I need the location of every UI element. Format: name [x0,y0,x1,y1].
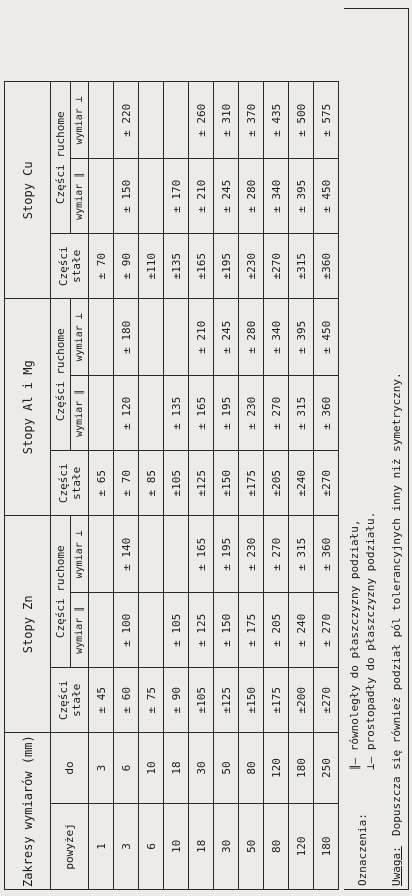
cell-cu-par: ± 210 [189,159,214,234]
header-to: do [51,733,89,804]
cell-from: 6 [139,803,164,889]
cell-al-perp: ± 450 [314,299,339,376]
cell-al-perp: ± 395 [289,299,314,376]
header-al-par: wymiar ∥ [71,376,89,451]
cell-zn-perp: ± 165 [189,516,214,593]
cell-al-fixed: ± 85 [139,451,164,516]
cell-cu-fixed: ±315 [289,234,314,299]
cell-cu-fixed: ± 90 [114,234,139,299]
table-row [314,82,339,890]
cell-al-perp [139,299,164,376]
cell-al-perp: ± 340 [264,299,289,376]
cell-zn-par: ± 125 [189,593,214,668]
table-row [139,82,164,890]
cell-zn-fixed: ±175 [264,668,289,733]
cell-to: 180 [289,733,314,804]
cell-al-perp: ± 245 [214,299,239,376]
cell-al-par: ± 315 [289,376,314,451]
cell-cu-perp [139,82,164,159]
table-row [189,82,214,890]
cell-al-perp: ± 210 [189,299,214,376]
note-text: Dopuszcza się również podział pól tolerancyjnych inny niż symetryczny. [390,372,403,836]
cell-from: 80 [264,803,289,889]
cell-cu-perp: ± 575 [314,82,339,159]
cell-al-fixed: ±175 [239,451,264,516]
cell-al-par: ± 195 [214,376,239,451]
cell-al-perp [89,299,114,376]
cell-cu-fixed: ±230 [239,234,264,299]
cell-cu-fixed: ±135 [164,234,189,299]
note-label: Uwaga: [390,846,403,886]
cell-al-fixed: ± 70 [114,451,139,516]
cell-zn-fixed: ±150 [239,668,264,733]
header-al-perp: wymiar ⊥ [71,299,89,376]
cell-cu-par: ± 150 [114,159,139,234]
cell-zn-perp: ± 315 [289,516,314,593]
cell-zn-par: ± 175 [239,593,264,668]
cell-zn-fixed: ± 75 [139,668,164,733]
table-body [89,82,339,890]
cell-to: 18 [164,733,189,804]
cell-cu-par: ± 280 [239,159,264,234]
cell-cu-fixed: ± 70 [89,234,114,299]
cell-cu-par [89,159,114,234]
cell-zn-perp: ± 195 [214,516,239,593]
cell-from: 3 [114,803,139,889]
cell-zn-par [139,593,164,668]
cell-al-fixed: ± 65 [89,451,114,516]
cell-from: 1 [89,803,114,889]
cell-zn-perp [89,516,114,593]
cell-to: 120 [264,733,289,804]
legend-perpendicular: ⊥– prostopadły do płaszczyzny podziału. [364,511,377,770]
cell-to: 3 [89,733,114,804]
cell-al-par: ± 360 [314,376,339,451]
header-al-fixed: Części stałe [51,451,89,516]
cell-zn-perp: ± 230 [239,516,264,593]
table-row [264,82,289,890]
cell-cu-perp [89,82,114,159]
cell-zn-fixed: ±105 [189,668,214,733]
cell-to: 6 [114,733,139,804]
header-al-moving: Części ruchome [51,299,71,451]
cell-cu-fixed: ±360 [314,234,339,299]
cell-zn-par: ± 240 [289,593,314,668]
cell-cu-par: ± 170 [164,159,189,234]
cell-from: 30 [214,803,239,889]
cell-from: 18 [189,803,214,889]
cell-cu-perp: ± 370 [239,82,264,159]
cell-zn-perp [164,516,189,593]
cell-zn-perp [139,516,164,593]
header-cu-perp: wymiar ⊥ [71,82,89,159]
cell-al-fixed: ±150 [214,451,239,516]
cell-zn-perp: ± 270 [264,516,289,593]
table-row [214,82,239,890]
cell-to: 80 [239,733,264,804]
cell-zn-par [89,593,114,668]
cell-al-perp: ± 180 [114,299,139,376]
cell-al-perp [164,299,189,376]
cell-cu-fixed: ±195 [214,234,239,299]
cell-zn-fixed: ±270 [314,668,339,733]
cell-cu-par: ± 450 [314,159,339,234]
cell-al-fixed: ±270 [314,451,339,516]
header-zn-fixed: Części stałe [51,668,89,733]
tolerance-table [4,81,339,890]
cell-to: 250 [314,733,339,804]
header-from: powyżej [51,803,89,889]
cell-zn-fixed: ±125 [214,668,239,733]
cell-zn-par: ± 205 [264,593,289,668]
cell-al-fixed: ±205 [264,451,289,516]
cell-cu-par: ± 395 [289,159,314,234]
note [384,10,408,890]
cell-al-par: ± 230 [239,376,264,451]
cell-zn-par: ± 100 [114,593,139,668]
table-row [114,82,139,890]
cell-cu-perp: ± 260 [189,82,214,159]
cell-cu-fixed: ±110 [139,234,164,299]
cell-to: 50 [214,733,239,804]
cell-zn-perp: ± 360 [314,516,339,593]
cell-cu-perp [164,82,189,159]
cell-from: 10 [164,803,189,889]
cell-al-par: ± 270 [264,376,289,451]
cell-zn-fixed: ± 45 [89,668,114,733]
cell-zn-perp: ± 140 [114,516,139,593]
cell-zn-fixed: ±200 [289,668,314,733]
header-cu: Stopy Cu [5,82,51,299]
cell-al-par [89,376,114,451]
cell-zn-par: ± 270 [314,593,339,668]
table-row [239,82,264,890]
cell-cu-par: ± 340 [264,159,289,234]
cell-zn-fixed: ± 60 [114,668,139,733]
cell-to: 30 [189,733,214,804]
cell-al-par: ± 120 [114,376,139,451]
cell-al-fixed: ±105 [164,451,189,516]
cell-zn-par: ± 150 [214,593,239,668]
cell-cu-perp: ± 310 [214,82,239,159]
cell-cu-perp: ± 500 [289,82,314,159]
cell-al-fixed: ±240 [289,451,314,516]
cell-cu-fixed: ±270 [264,234,289,299]
legend-label: Oznaczenia: [356,813,369,886]
header-zn-par: wymiar ∥ [71,593,89,668]
cell-cu-perp: ± 435 [264,82,289,159]
header-cu-moving: Części ruchome [51,82,71,234]
cell-cu-par [139,159,164,234]
cell-al-perp: ± 280 [239,299,264,376]
cell-al-par [139,376,164,451]
table-row [289,82,314,890]
cell-cu-par: ± 245 [214,159,239,234]
legend-parallel: ∥– równoległy do płaszczyzny podziału, [348,519,361,770]
cell-from: 50 [239,803,264,889]
cell-from: 120 [289,803,314,889]
cell-al-fixed: ±125 [189,451,214,516]
header-cu-par: wymiar ∥ [71,159,89,234]
legend [346,10,382,890]
cell-al-par: ± 165 [189,376,214,451]
cell-zn-fixed: ± 90 [164,668,189,733]
header-ranges: Zakresy wymiarów (mm) [5,733,51,890]
header-zn-moving: Części ruchome [51,516,71,668]
cell-al-par: ± 135 [164,376,189,451]
cell-cu-perp: ± 220 [114,82,139,159]
table-row [164,82,189,890]
cell-zn-par: ± 105 [164,593,189,668]
header-zn: Stopy Zn [5,516,51,733]
cell-cu-fixed: ±165 [189,234,214,299]
header-cu-fixed: Części stałe [51,234,89,299]
header-zn-perp: wymiar ⊥ [71,516,89,593]
table-row [89,82,114,890]
cell-to: 10 [139,733,164,804]
cell-from: 180 [314,803,339,889]
header-al: Stopy Al i Mg [5,299,51,516]
